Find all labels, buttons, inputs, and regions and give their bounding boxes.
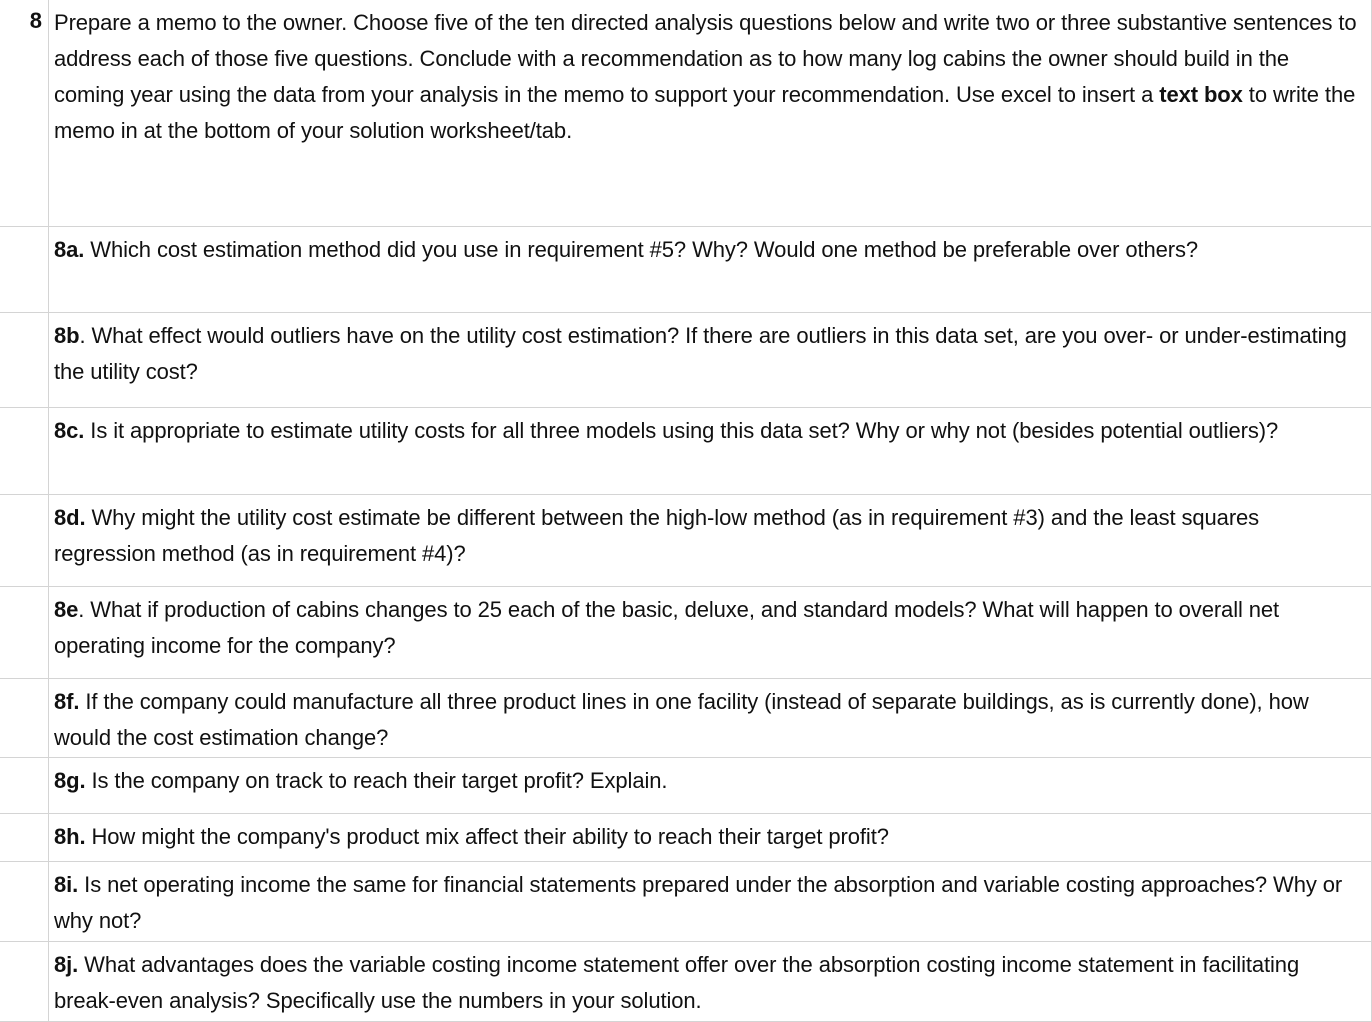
cell-row-8f[interactable] [0, 679, 1372, 758]
question-label: 8b [54, 323, 80, 348]
question-text [54, 232, 1364, 268]
question-text [54, 413, 1364, 449]
question-label: 8g. [54, 768, 86, 793]
question-body: Is it appropriate to estimate utility costs for all three models using this data set? Why or why not (besides potential outliers)? [84, 418, 1279, 443]
question-label: 8h. [54, 824, 86, 849]
question-text [54, 819, 1364, 855]
question-text [54, 592, 1364, 664]
question-label: 8i. [54, 872, 79, 897]
cell-row-8c[interactable] [0, 408, 1372, 495]
question-body: Which cost estimation method did you use in requirement #5? Why? Would one method be preferable over others? [84, 237, 1199, 262]
question-text [54, 867, 1364, 939]
question-body: . What if production of cabins changes to 25 each of the basic, deluxe, and standard models? What will happen to overall net operating income for the company? [54, 597, 1280, 658]
question-text [54, 947, 1364, 1019]
cell-row-8h[interactable] [0, 814, 1372, 862]
question-text [54, 763, 1364, 799]
intro-part1: Prepare a memo to the owner. Choose five of the ten directed analysis questions below and write two or three substantive sentences to address each of those five questions. Conclude with a recommendation as to how many log cabins the owner should build in the coming year using the data from your analysis in the memo to support your recommendation. Use excel to insert a [54, 10, 1357, 107]
cell-row-8g[interactable] [0, 758, 1372, 814]
cell-row-8e[interactable] [0, 587, 1372, 679]
intro-text [54, 5, 1364, 149]
question-body: Why might the utility cost estimate be different between the high-low method (as in requirement #3) and the least squares regression method (as in requirement #4)? [54, 505, 1260, 566]
question-text [54, 318, 1364, 390]
question-text [54, 500, 1364, 572]
question-body: What advantages does the variable costing income statement offer over the absorption costing income statement in facilitating break-even analysis? Specifically use the numbers in your solution. [54, 952, 1300, 1013]
question-body: If the company could manufacture all three product lines in one facility (instead of separate buildings, as is currently done), how would the cost estimation change? [54, 689, 1309, 750]
cell-row-intro[interactable] [0, 0, 1372, 227]
intro-bold: text box [1159, 82, 1243, 107]
question-label: 8d. [54, 505, 86, 530]
cell-row-8a[interactable] [0, 227, 1372, 313]
question-body: Is net operating income the same for financial statements prepared under the absorption and variable costing approaches? Why or why not? [54, 872, 1343, 933]
cell-row-8d[interactable] [0, 495, 1372, 587]
question-body: . What effect would outliers have on the utility cost estimation? If there are outliers in this data set, are you over- or under-estimating the utility cost? [54, 323, 1347, 384]
question-body: Is the company on track to reach their target profit? Explain. [85, 768, 668, 793]
row-number: 8 [29, 8, 42, 33]
cell-row-8j[interactable] [0, 942, 1372, 1022]
question-label: 8e [54, 597, 79, 622]
question-label: 8f. [54, 689, 80, 714]
question-label: 8c. [54, 418, 85, 443]
question-text [54, 684, 1364, 756]
question-label: 8a. [54, 237, 85, 262]
intro-part2: to write the memo in at the bottom of your solution worksheet/tab. [54, 82, 1356, 143]
question-body: How might the company's product mix affect their ability to reach their target profit? [85, 824, 889, 849]
cell-row-8b[interactable] [0, 313, 1372, 408]
question-label: 8j. [54, 952, 79, 977]
cell-row-8i[interactable] [0, 862, 1372, 942]
